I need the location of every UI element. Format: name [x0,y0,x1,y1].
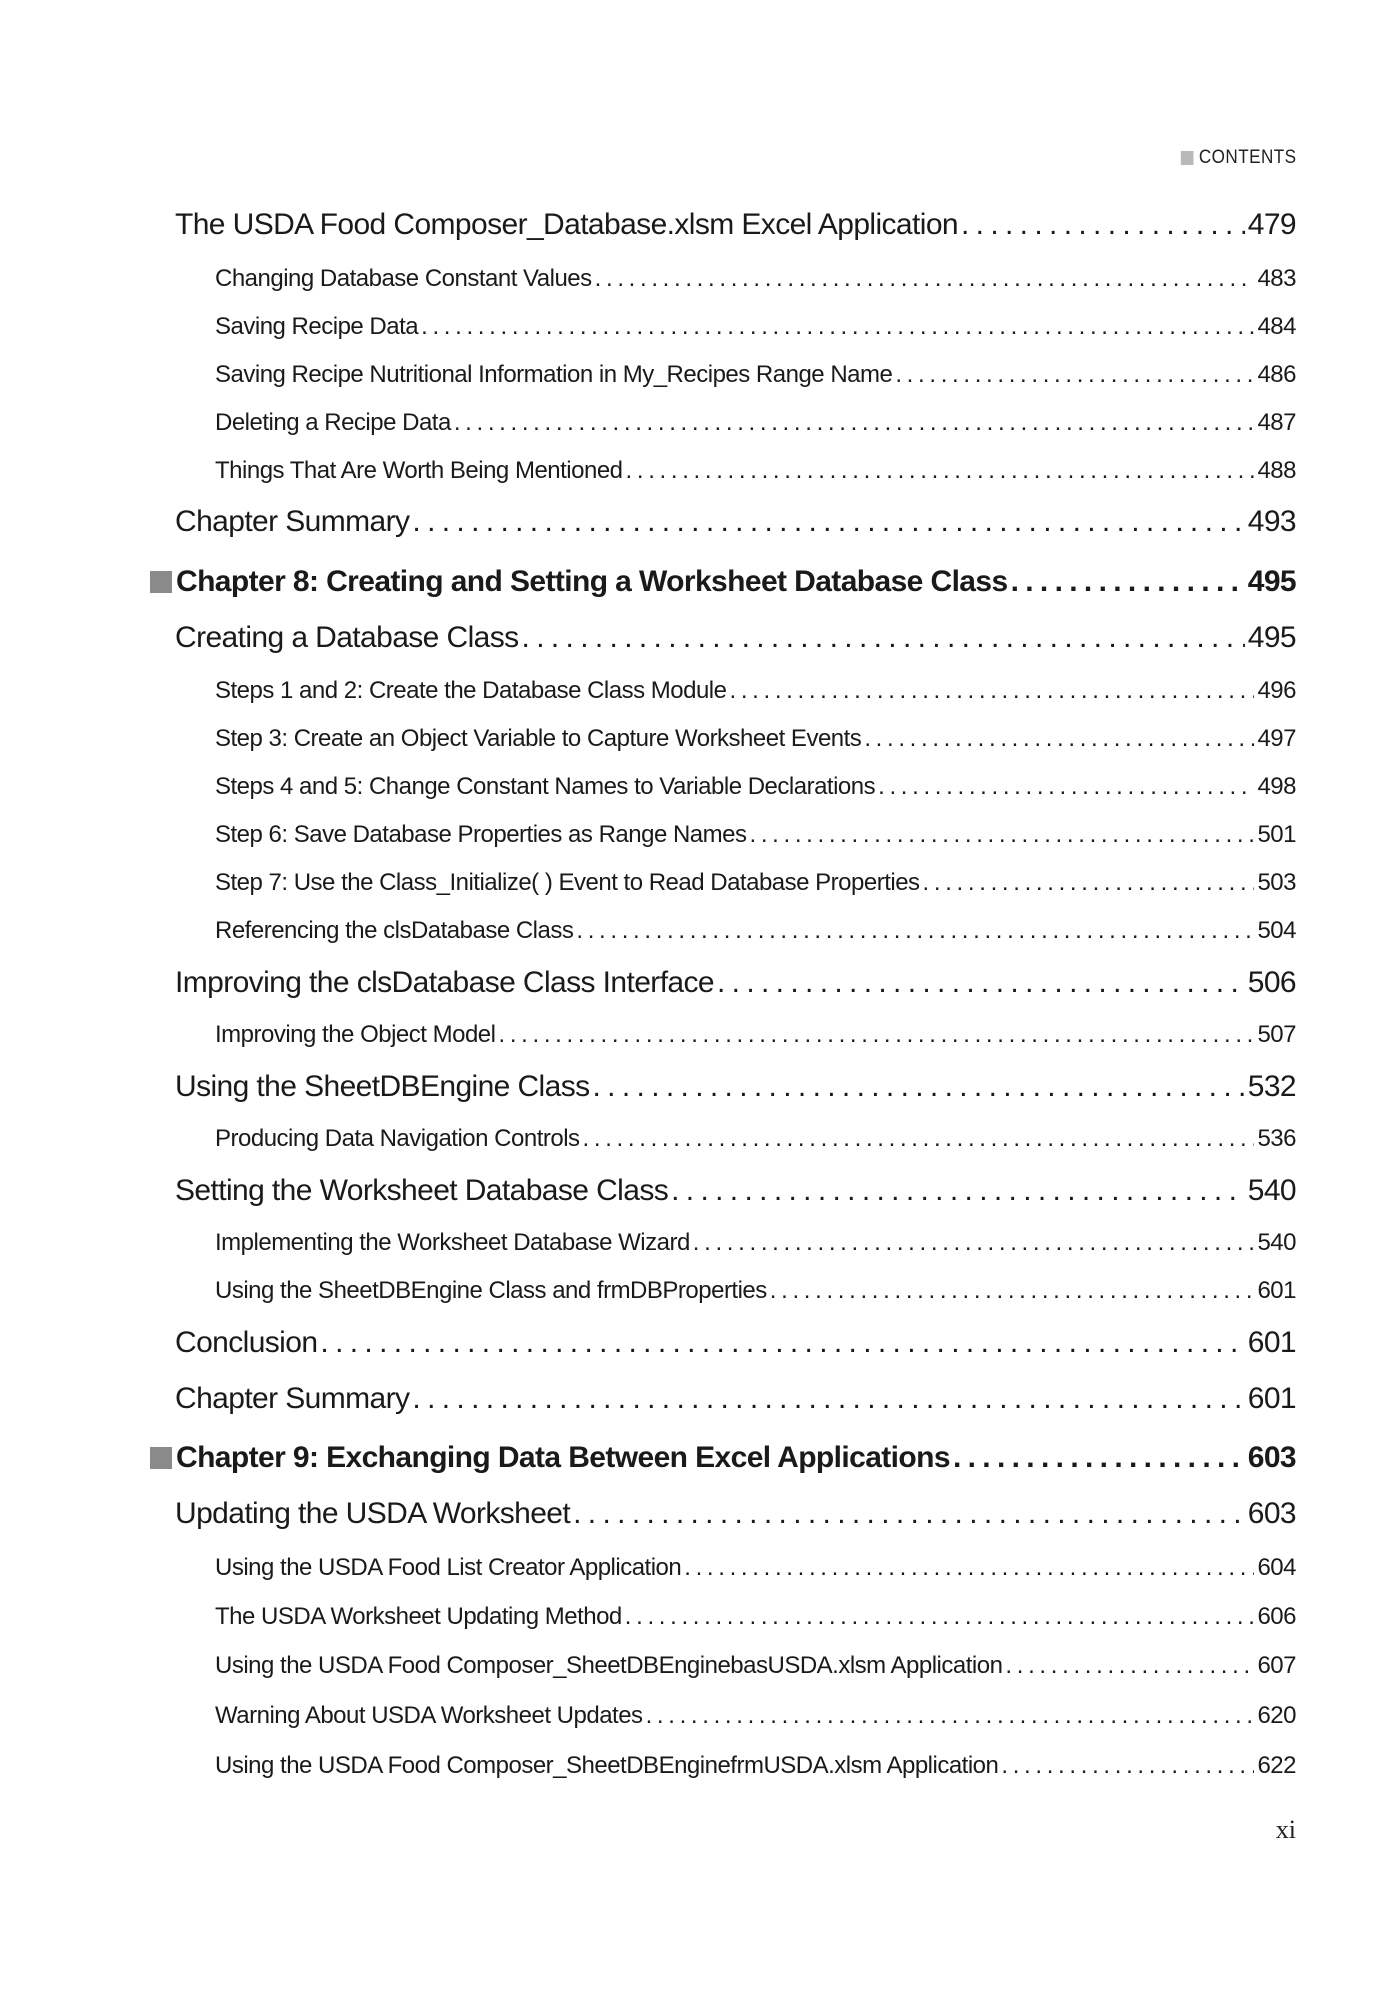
dot-leader [1011,565,1245,599]
dot-leader [895,361,1254,389]
dot-leader [412,505,1244,539]
toc-entry[interactable] [175,208,1296,242]
dot-leader [576,917,1254,945]
toc-entry[interactable] [215,869,1296,897]
toc-entry-page: 603 [1247,1497,1296,1530]
toc-entry-page: 484 [1257,313,1296,340]
dot-leader [717,966,1245,1000]
dot-leader [953,1441,1245,1475]
dot-leader [595,265,1255,293]
chapter-square-icon [150,571,172,593]
toc-entry-page: 486 [1257,361,1296,388]
dot-leader [583,1125,1255,1153]
toc-entry-title: Producing Data Navigation Controls [215,1125,580,1152]
toc-entry-title: The USDA Food Composer_Database.xlsm Excel Application [175,208,958,241]
toc-entry-page: 493 [1247,505,1296,538]
toc-entry-title: Creating a Database Class [175,621,519,654]
dot-leader [864,725,1254,753]
toc-entry[interactable] [215,265,1296,293]
toc-chapter-entry[interactable] [150,1441,1296,1475]
toc-entry-title: Chapter 8: Creating and Setting a Worksheet Database Class [176,565,1008,598]
toc-entry[interactable] [175,505,1296,539]
dot-leader [961,208,1245,242]
toc-entry[interactable] [215,1652,1296,1680]
toc-entry[interactable] [215,361,1296,389]
toc-entry-title: Referencing the clsDatabase Class [215,917,574,944]
toc-entry[interactable] [175,1070,1296,1104]
toc-chapter-entry[interactable] [150,565,1296,599]
toc-entry-page: 601 [1257,1277,1296,1304]
dot-leader [684,1554,1254,1582]
toc-entry[interactable] [215,1603,1296,1631]
dot-leader [923,869,1255,897]
dot-leader [522,621,1245,655]
toc-entry[interactable] [175,966,1296,1000]
toc-entry-page: 604 [1257,1554,1296,1581]
header-label: CONTENTS [1198,147,1296,168]
toc-entry-page: 532 [1247,1070,1296,1103]
toc-entry[interactable] [215,313,1296,341]
toc-entry-page: 495 [1247,621,1296,654]
toc-entry[interactable] [175,1382,1296,1416]
toc-entry[interactable] [215,1021,1296,1049]
toc-entry-title: Changing Database Constant Values [215,265,592,292]
toc-entry-title: Implementing the Worksheet Database Wizard [215,1229,690,1256]
toc-entry[interactable] [175,1497,1296,1531]
toc-entry-title: Chapter 9: Exchanging Data Between Excel Applications [176,1441,950,1474]
toc-entry[interactable] [215,917,1296,945]
toc-entry[interactable] [215,409,1296,437]
toc-entry-page: 503 [1257,869,1296,896]
toc-entry-page: 507 [1257,1021,1296,1048]
dot-leader [626,457,1255,485]
toc-entry-title: Step 3: Create an Object Variable to Capture Worksheet Events [215,725,862,752]
toc-entry-title: Step 6: Save Database Properties as Range Names [215,821,747,848]
toc-entry[interactable] [175,1326,1296,1360]
dot-leader [421,313,1254,341]
toc-entry[interactable] [215,1125,1296,1153]
toc-entry-page: 603 [1247,1441,1296,1474]
dot-leader [671,1174,1245,1208]
dot-leader [1005,1652,1254,1680]
toc-entry-page: 487 [1257,409,1296,436]
page-number: xi [1275,1815,1296,1844]
toc-entry[interactable] [215,1229,1296,1257]
toc-entry-page: 488 [1257,457,1296,484]
toc-entry-page: 606 [1257,1603,1296,1630]
dot-leader [749,821,1254,849]
toc-entry-page: 497 [1257,725,1296,752]
dot-leader [878,773,1254,801]
toc-entry[interactable] [215,773,1296,801]
toc-entry-title: The USDA Worksheet Updating Method [215,1603,622,1630]
toc-entry-page: 620 [1257,1702,1296,1729]
running-header [1180,147,1296,169]
toc-entry-title: Steps 1 and 2: Create the Database Class Module [215,677,727,704]
toc-entry-page: 504 [1257,917,1296,944]
toc-entry-title: Step 7: Use the Class_Initialize( ) Event to Read Database Properties [215,869,920,896]
toc-entry-page: 607 [1257,1652,1296,1679]
chapter-square-icon [150,1447,172,1469]
toc-entry-page: 496 [1257,677,1296,704]
toc-entry-page: 601 [1247,1382,1296,1415]
toc-entry-title: Things That Are Worth Being Mentioned [215,457,623,484]
toc-entry-title: Deleting a Recipe Data [215,409,451,436]
toc-entry-title: Saving Recipe Nutritional Information in My_Recipes Range Name [215,361,893,388]
toc-entry-page: 540 [1247,1174,1296,1207]
toc-entry[interactable] [215,1554,1296,1582]
toc-entry-page: 498 [1257,773,1296,800]
dot-leader [646,1702,1255,1730]
toc-entry-title: Using the USDA Food Composer_SheetDBEnginebasUSDA.xlsm Application [215,1652,1003,1679]
toc-entry-page: 622 [1257,1752,1296,1779]
toc-entry-title: Setting the Worksheet Database Class [175,1174,669,1207]
dot-leader [498,1021,1254,1049]
toc-entry[interactable] [215,725,1296,753]
toc-entry-page: 506 [1247,966,1296,999]
toc-entry-title: Warning About USDA Worksheet Updates [215,1702,643,1729]
dot-leader [412,1382,1244,1416]
toc-entry[interactable] [215,821,1296,849]
dot-leader [454,409,1255,437]
dot-leader [770,1277,1255,1305]
dot-leader [729,677,1254,705]
toc-entry-title: Chapter Summary [175,505,410,538]
toc-entry-page: 483 [1257,265,1296,292]
toc-entry-title: Using the SheetDBEngine Class and frmDBProperties [215,1277,767,1304]
toc-entry-page: 536 [1257,1125,1296,1152]
toc-entry-title: Steps 4 and 5: Change Constant Names to Variable Declarations [215,773,876,800]
toc-entry-title: Using the USDA Food List Creator Application [215,1554,682,1581]
toc-entry[interactable] [215,677,1296,705]
toc-entry-page: 601 [1247,1326,1296,1359]
toc-entry-title: Updating the USDA Worksheet [175,1497,571,1530]
toc-entry-title: Conclusion [175,1326,318,1359]
toc-entry-title: Using the USDA Food Composer_SheetDBEnginefrmUSDA.xlsm Application [215,1752,999,1779]
toc-entry-title: Using the SheetDBEngine Class [175,1070,590,1103]
toc-entry-page: 495 [1247,565,1296,598]
toc-entry-page: 479 [1247,208,1296,241]
toc-entry[interactable] [215,457,1296,485]
toc-entry-title: Saving Recipe Data [215,313,419,340]
dot-leader [1001,1752,1254,1780]
header-square-icon [1180,151,1193,165]
dot-leader [573,1497,1245,1531]
dot-leader [593,1070,1245,1104]
toc-entry[interactable] [175,621,1296,655]
toc-entry-page: 540 [1257,1229,1296,1256]
toc-entry[interactable] [215,1702,1296,1730]
toc-entry-title: Improving the clsDatabase Class Interface [175,966,714,999]
dot-leader [693,1229,1255,1257]
toc-entry[interactable] [215,1277,1296,1305]
toc-entry-title: Chapter Summary [175,1382,410,1415]
toc-entry[interactable] [215,1752,1296,1780]
toc-entry-title: Improving the Object Model [215,1021,496,1048]
toc-entry-page: 501 [1257,821,1296,848]
toc-entry[interactable] [175,1174,1296,1208]
dot-leader [625,1603,1255,1631]
dot-leader [320,1326,1244,1360]
